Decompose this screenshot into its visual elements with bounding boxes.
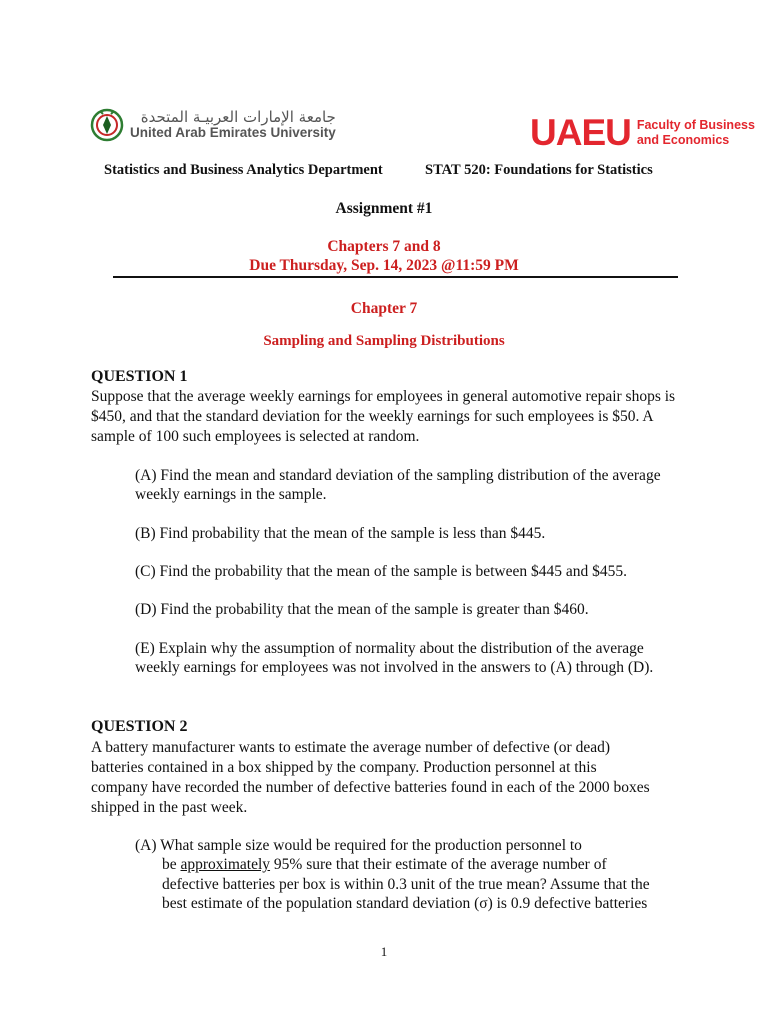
question-2-part-a-line3: defective batteries per box is within 0.3 unit of the true mean? Assume that the [162,875,650,893]
chapter-topic: Sampling and Sampling Distributions [263,333,505,349]
question-1-stem: Suppose that the average weekly earnings for employees in general automotive repair shops is $450, and that the standard deviation for the weekly earnings for such employees is $50. A sample of 100 such employees is selected at random. [91,388,676,445]
assignment-due-date: Due Thursday, Sep. 14, 2023 @11:59 PM [249,257,519,274]
uaeu-emblem-icon [90,105,124,145]
question-1-part-c: (C) Find the probability that the mean of the sample is between $445 and $455. [135,563,628,580]
assignment-title: Assignment #1 [335,200,433,217]
question-2-heading: QUESTION 2 [91,718,188,735]
department-name: Statistics and Business Analytics Department [104,162,383,178]
faculty-name-line1: Faculty of Business [636,118,755,133]
question-2-part-a-line4: best estimate of the population standard deviation (σ) is 0.9 defective batteries [162,894,648,912]
question-2-part-a-line1: (A) What sample size would be required for the production personnel to [135,837,582,854]
uaeu-university-logo [90,104,336,146]
header-divider [113,276,678,278]
uaeu-wordmark: UAEU [530,112,631,153]
university-name-english: United Arab Emirates University [130,124,336,140]
university-name-arabic: جامعة الإمارات العربيـة المتحدة [140,108,336,127]
page-number: 1 [380,944,388,959]
question-1-part-d: (D) Find the probability that the mean of the sample is greater than $460. [135,601,589,618]
course-name: STAT 520: Foundations for Statistics [425,162,653,178]
question-1-part-a: (A) Find the mean and standard deviation of the sampling distribution of the average weekly earnings in the sample. [135,467,661,503]
underlined-approximately: approximately [180,856,271,874]
question-1-part-e: (E) Explain why the assumption of normality about the distribution of the average weekly earnings for employees was not involved in the answers to (A) through (D). [135,640,654,676]
question-2-part-a-line2: be approximately 95% sure that their estimate of the average number of [162,856,607,874]
assignment-chapters: Chapters 7 and 8 [327,238,441,255]
faculty-name-line2: and Economics [636,132,730,147]
question-2-stem: A battery manufacturer wants to estimate the average number of defective (or dead) batteries contained in a box shipped by the company. Production personnel at this company have recorded the number of defective batteries found in each of the 2000 boxes shipped in the past week. [91,739,650,816]
faculty-logo [530,114,755,151]
question-1-part-b: (B) Find probability that the mean of the sample is less than $445. [135,525,546,542]
question-1-heading: QUESTION 1 [91,368,188,385]
question-2-part-a [135,836,695,913]
chapter-heading: Chapter 7 [350,300,418,317]
